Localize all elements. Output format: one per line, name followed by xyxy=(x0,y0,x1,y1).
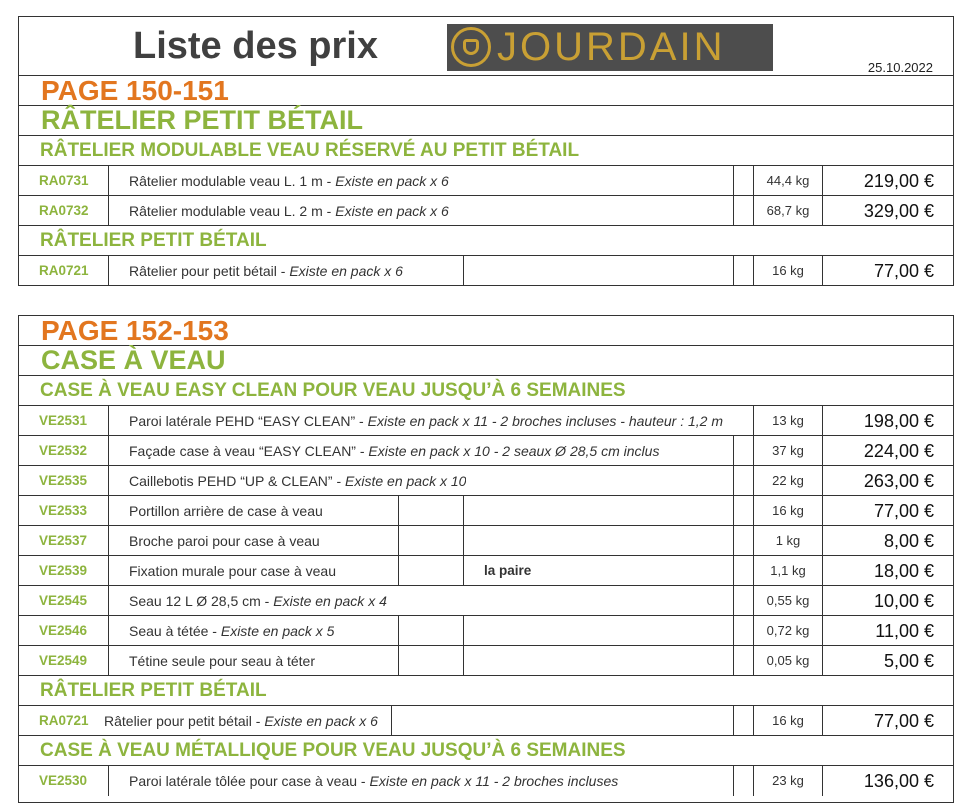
product-code: VE2539 xyxy=(19,556,109,585)
table-row xyxy=(19,706,953,736)
table-row xyxy=(19,406,953,436)
subsection-heading: RÂTELIER PETIT BÉTAIL xyxy=(19,676,953,706)
product-description: Râtelier pour petit bétail - Existe en pack x 6 xyxy=(104,713,378,729)
subsection-heading: RÂTELIER MODULABLE VEAU RÉSERVÉ AU PETIT BÉTAIL xyxy=(19,136,953,166)
product-code: VE2531 xyxy=(19,406,109,435)
subsection-heading: CASE À VEAU EASY CLEAN POUR VEAU JUSQU’À 6 SEMAINES xyxy=(19,376,953,406)
product-code: RA0732 xyxy=(19,196,109,225)
product-price: 136,00 € xyxy=(863,771,934,791)
product-weight: 37 kg xyxy=(753,436,823,465)
product-price: 5,00 € xyxy=(883,651,934,671)
product-price: 10,00 € xyxy=(873,591,934,611)
product-code: RA0721 xyxy=(19,256,109,286)
product-price: 329,00 € xyxy=(863,201,934,221)
table-row xyxy=(19,436,953,466)
product-description: Paroi latérale tôlée pour case à veau - Existe en pack x 11 - 2 broches incluses xyxy=(129,773,619,789)
page-title: Liste des prix xyxy=(133,25,378,67)
table-row xyxy=(19,766,953,796)
product-weight: 16 kg xyxy=(753,256,823,286)
product-description: Paroi latérale PEHD “EASY CLEAN” - Existe en pack x 11 - 2 broches incluses - hauteur : 1,2 m xyxy=(129,413,723,429)
page-heading: PAGE 150-151 xyxy=(19,76,953,106)
table-row xyxy=(19,586,953,616)
section-heading: RÂTELIER PETIT BÉTAIL xyxy=(19,106,953,136)
section-heading: CASE À VEAU xyxy=(19,346,953,376)
product-description: Râtelier pour petit bétail - Existe en pack x 6 xyxy=(129,263,403,279)
product-code: VE2545 xyxy=(19,586,109,615)
subsection-heading: RÂTELIER PETIT BÉTAIL xyxy=(19,226,953,256)
product-weight: 16 kg xyxy=(753,706,823,735)
table-row xyxy=(19,256,953,286)
product-weight: 23 kg xyxy=(753,766,823,796)
product-weight: 13 kg xyxy=(753,406,823,435)
price-list-date: 25.10.2022 xyxy=(867,60,933,75)
product-description: Caillebotis PEHD “UP & CLEAN” - Existe en pack x 10 xyxy=(129,473,467,489)
product-price: 77,00 € xyxy=(873,261,934,281)
table-row xyxy=(19,526,953,556)
logo-text: JOURDAIN xyxy=(497,25,726,69)
price-sheet-page-152-153 xyxy=(18,315,954,803)
table-row xyxy=(19,616,953,646)
product-price: 77,00 € xyxy=(873,711,934,731)
jourdain-logo xyxy=(447,24,773,71)
product-weight: 1 kg xyxy=(753,526,823,555)
product-weight: 44,4 kg xyxy=(753,166,823,195)
product-code: VE2537 xyxy=(19,526,109,555)
product-weight: 0,05 kg xyxy=(753,646,823,675)
product-price: 224,00 € xyxy=(863,441,934,461)
cow-head-icon xyxy=(451,27,491,67)
product-price: 18,00 € xyxy=(873,561,934,581)
product-code: VE2549 xyxy=(19,646,109,675)
product-price: 219,00 € xyxy=(863,171,934,191)
product-code: VE2535 xyxy=(19,466,109,495)
product-code: VE2532 xyxy=(19,436,109,465)
table-row xyxy=(19,196,953,226)
product-price: 263,00 € xyxy=(863,471,934,491)
table-row xyxy=(19,166,953,196)
subsection-heading: CASE À VEAU MÉTALLIQUE POUR VEAU JUSQU’À 6 SEMAINES xyxy=(19,736,953,766)
product-code: RA0721 xyxy=(39,713,89,728)
table-row xyxy=(19,646,953,676)
product-weight: 0,55 kg xyxy=(753,586,823,615)
product-code: VE2546 xyxy=(19,616,109,645)
table-row xyxy=(19,496,953,526)
product-weight: 16 kg xyxy=(753,496,823,525)
product-description: Seau 12 L Ø 28,5 cm - Existe en pack x 4 xyxy=(129,593,387,609)
product-description: Seau à tétée - Existe en pack x 5 xyxy=(129,623,335,639)
product-code: VE2530 xyxy=(19,766,109,796)
product-price: 8,00 € xyxy=(883,531,934,551)
product-weight: 0,72 kg xyxy=(753,616,823,645)
product-weight: 1,1 kg xyxy=(753,556,823,585)
sheet-header xyxy=(19,17,953,76)
product-price: 198,00 € xyxy=(863,411,934,431)
table-row xyxy=(19,466,953,496)
product-description: Râtelier modulable veau L. 1 m - Existe en pack x 6 xyxy=(129,173,449,189)
product-description: Fixation murale pour case à veau xyxy=(129,563,336,579)
product-code: VE2533 xyxy=(19,496,109,525)
page-heading: PAGE 152-153 xyxy=(19,316,953,346)
product-weight: 22 kg xyxy=(753,466,823,495)
product-description: Façade case à veau “EASY CLEAN” - Existe en pack x 10 - 2 seaux Ø 28,5 cm inclus xyxy=(129,443,660,459)
product-code: RA0731 xyxy=(19,166,109,195)
product-description: Tétine seule pour seau à téter xyxy=(129,653,316,669)
product-description: Broche paroi pour case à veau xyxy=(129,533,320,549)
product-description: Râtelier modulable veau L. 2 m - Existe en pack x 6 xyxy=(129,203,449,219)
price-sheet-page-150-151 xyxy=(18,16,954,286)
product-description: Portillon arrière de case à veau xyxy=(129,503,323,519)
table-row xyxy=(19,556,953,586)
product-weight: 68,7 kg xyxy=(753,196,823,225)
unit-note: la paire xyxy=(484,563,532,578)
product-price: 77,00 € xyxy=(873,501,934,521)
product-price: 11,00 € xyxy=(875,621,934,641)
